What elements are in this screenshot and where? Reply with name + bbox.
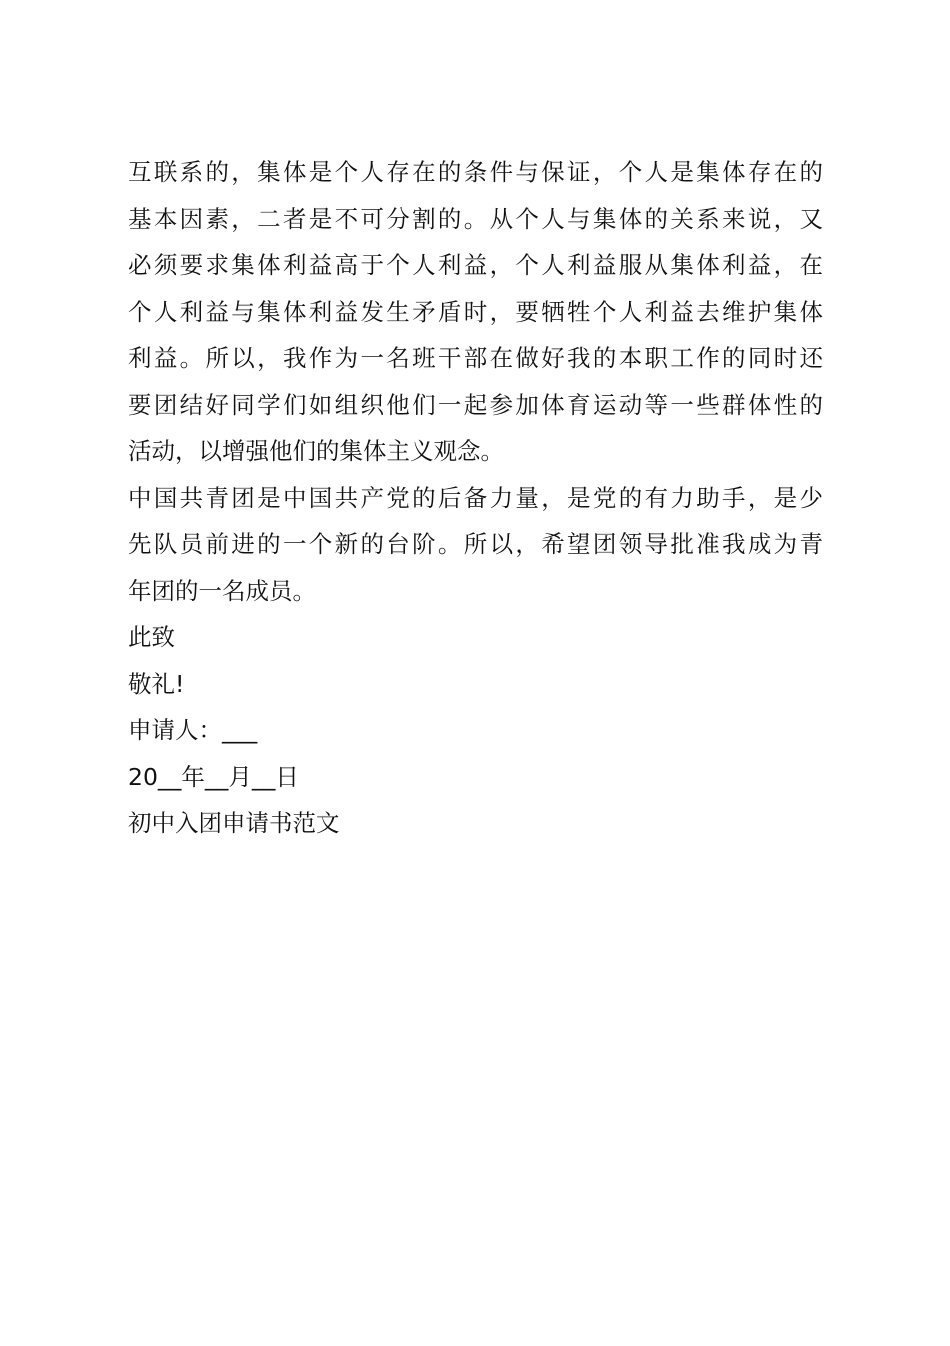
paragraph-line-9: 先队员前进的一个新的台阶。所以，希望团领导批准我成为青 (128, 530, 823, 558)
closing-salutation: 此致 (128, 623, 175, 651)
paragraph-line-10: 年团的一名成员。 (128, 576, 316, 605)
paragraph-line-4: 个人利益与集体利益发生矛盾时，要牺牲个人利益去维护集体 (128, 297, 823, 326)
applicant-signature-line: 申请人：___ (128, 716, 258, 744)
document-title-footer: 初中入团申请书范文 (128, 809, 340, 837)
document-body (128, 149, 823, 847)
paragraph-line-7: 活动，以增强他们的集体主义观念。 (128, 437, 504, 465)
date-line: 20__年__月__日 (128, 762, 299, 791)
paragraph-line-2: 基本因素，二者是不可分割的。从个人与集体的关系来说，又 (128, 204, 823, 233)
paragraph-line-8: 中国共青团是中国共产党的后备力量，是党的有力助手，是少 (128, 483, 823, 512)
paragraph-line-5: 利益。所以，我作为一名班干部在做好我的本职工作的同时还 (128, 344, 823, 372)
closing-regards: 敬礼! (128, 669, 185, 698)
paragraph-line-3: 必须要求集体利益高于个人利益，个人利益服从集体利益，在 (128, 251, 823, 279)
paragraph-line-1: 互联系的，集体是个人存在的条件与保证，个人是集体存在的 (128, 158, 823, 186)
paragraph-line-6: 要团结好同学们如组织他们一起参加体育运动等一些群体性的 (128, 390, 823, 419)
